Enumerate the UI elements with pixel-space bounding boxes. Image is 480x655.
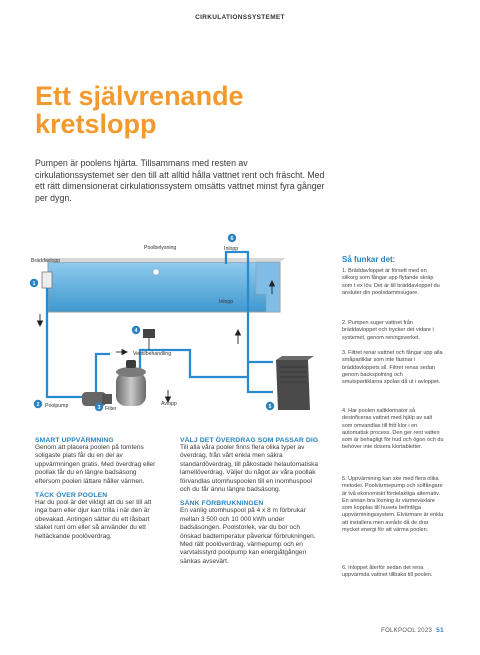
pool-light <box>153 269 159 275</box>
heat-pump <box>276 356 314 410</box>
svg-text:3: 3 <box>97 404 101 411</box>
sand-filter <box>116 360 146 406</box>
section-label: CIRKULATIONSSYSTEMET <box>195 14 285 21</box>
step-6: 6. Inloppet återför sedan det rena uppvärmda vattnet tillbaka till poolen. <box>342 565 433 579</box>
steps-title: Så funkar det: <box>342 255 396 264</box>
step-5: 5. Uppvärmning kan ske med flera olika metoder. Poolvärmepump och solfångare är två ekonomiskt fördelaktiga alternativ. En annan bra lösning är värmeväxlare som kopplas till husets befintliga uppvärmningssystem. Elvärmare är enkla att installera men avråds då de drar mycket energi för att värma poolen. <box>342 476 444 534</box>
svg-text:1: 1 <box>32 280 36 287</box>
heading-tack-over: TÄCK ÖVER POOLEN <box>35 492 108 500</box>
skimmer-box <box>42 272 52 288</box>
step-2: 2. Pumpen suger vattnet från bräddavloppet och trycker det vidare i systemet, genom reningsverket. <box>342 320 434 341</box>
svg-text:5: 5 <box>268 403 272 410</box>
heading-sank-forbrukningen: SÄNK FÖRBRUKNINGEN <box>180 500 264 508</box>
left-column <box>35 437 163 541</box>
label-bradd: Bräddavlopp <box>31 258 61 264</box>
label-pump: Poolpump <box>45 403 69 409</box>
text-smart-uppvarmning: Genom att placera poolen på tomtens soligaste plats får du en del av uppvärmningen gratis. Med överdrag eller poollak får du en längre badsäsong eftersom poolen lättare håller värmen. <box>35 444 156 485</box>
middle-column <box>180 437 320 566</box>
footer-brand: FOLKPOOL 2023 <box>381 628 433 634</box>
title-line-2: kretslopp <box>35 109 157 139</box>
text-valj-overdrag: Till alla våra pooler finns flera olika typer av överdrag, från vårt enkla men säkra standardöverdrag, till påkostade helautomatiska lamellöverdrag. Väljer du något av våra poollak förvandlas utomhuspoolen till en inomhuspool och du får ännu längre badsäsong. <box>180 444 319 494</box>
page-footer <box>381 627 444 634</box>
page-title <box>35 82 244 138</box>
label-belysning: Poolbelysning <box>144 245 177 251</box>
heading-valj-overdrag: VÄLJ DET ÖVERDRAG SOM PASSAR DIG <box>180 437 319 444</box>
svg-text:4: 4 <box>134 327 138 334</box>
label-ventil: Ventilbehandling <box>133 351 172 357</box>
svg-text:6: 6 <box>230 235 234 242</box>
intro-paragraph: Pumpen är poolens hjärta. Tillsammans med resten av cirkulationssystemet ser den till att alltid hålla vattnet rent och fräscht. Med ett rätt dimensionerat cirkulationssystem omsätts vattnet minst fyra gånger per dygn. <box>35 158 325 203</box>
heading-smart-uppvarmning: SMART UPPVÄRMNING <box>35 437 114 444</box>
text-sank-forbrukningen: En vanlig utomhuspool på 4 x 8 m förbrukar mellan 3 500 och 10 000 kWh under badsäsongen. Poolstorlek, var du bor och önskad badtemperatur påverkar förbrukningen. Med rätt poolöverdrag, värmepump och en varvtalsstyrd poolpump kan energiåtgången sänkas avsevärt. <box>180 507 316 565</box>
text-tack-over: Har du pool är det viktigt att du ser till att inga barn eller djur kan trilla i när den är obevakad. Antingen sätter du ett låsbart staket runt om eller så använder du ett heltäckande poolöverdrag. <box>35 499 152 540</box>
title-line-1: Ett självrenande <box>35 81 244 111</box>
label-inlopp-top: Inlopp <box>224 246 239 252</box>
label-filter: Filter <box>105 406 117 412</box>
label-inlopp-in: Inlopp <box>219 299 234 305</box>
label-avlopp: Avlopp <box>161 401 177 407</box>
chlorinator-box <box>143 329 155 338</box>
step-1: 1. Bräddavloppet är försett med en silkorg som fångar upp flytande skräp som t ex löv. Det är till bräddavloppet du ansluter din poolsdammsugare. <box>342 268 440 296</box>
pool-top-edge <box>42 258 286 262</box>
circulation-diagram <box>28 232 328 426</box>
pool-basin <box>48 262 280 312</box>
page-number: 51 <box>436 627 444 634</box>
pipe-suction <box>96 354 110 397</box>
step-4: 4. Har poolen saltklorinator så desinficeras vattnet med hjälp av salt som omvandlas till fritt klor i en automatisk process. Den ger rent vatten som är behagligt för hud och ögon och du behöver inte dosera klortabletter. <box>342 408 444 451</box>
step-3: 3. Filtret renar vattnet och fångar upp alla småpartiklar som inte fastnar i bräddavloppets sil. Filtret renas sedan genom backspolning och smutspartiklarna spolas då ut i avloppet. <box>342 350 443 386</box>
svg-text:2: 2 <box>36 401 40 408</box>
